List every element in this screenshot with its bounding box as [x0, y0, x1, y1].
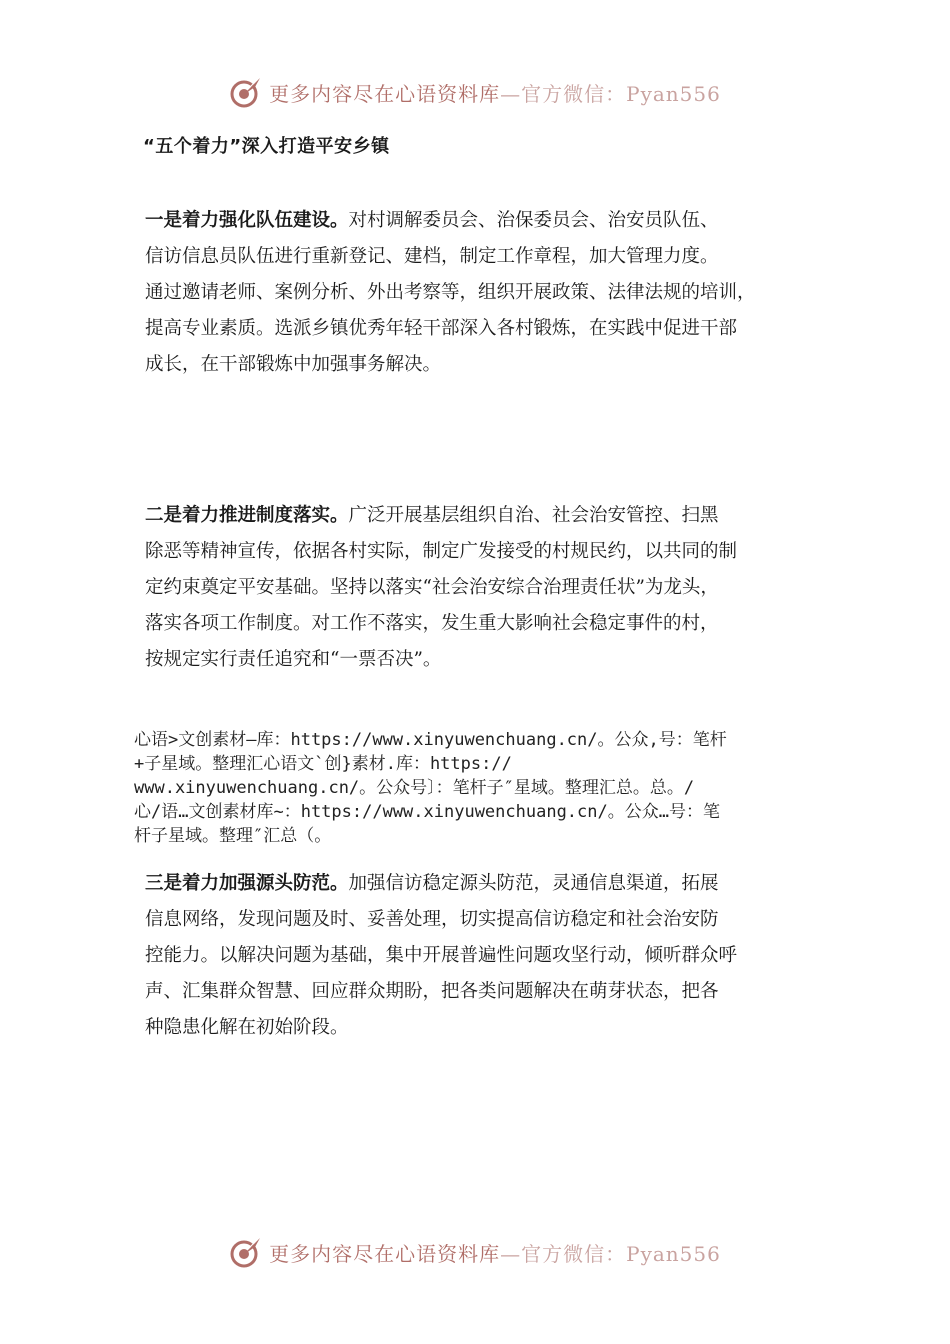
paragraph-lead: 三是着力加强源头防范。 — [145, 873, 349, 894]
paragraph-lead: 二是着力推进制度落实。 — [145, 505, 349, 526]
paragraph-line: 控能力。以解决问题为基础，集中开展普遍性问题攻坚行动，倾听群众呼 — [145, 945, 738, 966]
paragraph-line: 一是着力强化队伍建设。对村调解委员会、治保委员会、治安员队伍、 — [145, 210, 719, 231]
watermark-line: +子星域。整理汇心语文`创}素材.库：https:// — [134, 754, 512, 774]
paragraph-line: 除恶等精神宣传，依据各村实际，制定广发接受的村规民约，以共同的制 — [145, 541, 738, 562]
paragraph-team-building — [145, 203, 845, 383]
paragraph-line: 通过邀请老师、案例分析、外出考察等，组织开展政策、法律法规的培训， — [145, 282, 756, 303]
quill-ink-logo-icon — [229, 1235, 263, 1269]
watermark-line: 心/语…文创素材库~：https://www.xinyuwenchuang.cn/。公众…号：笔 — [134, 802, 720, 822]
header-banner-text: 更多内容尽在心语资料库—官方微信：Pyan556 — [269, 81, 721, 106]
paragraph-line: 成长，在干部锻炼中加强事务解决。 — [145, 354, 442, 375]
paragraph-line: 信访信息员队伍进行重新登记、建档，制定工作章程，加大管理力度。 — [145, 246, 719, 267]
paragraph-line: 三是着力加强源头防范。加强信访稳定源头防范，灵通信息渠道，拓展 — [145, 873, 719, 894]
watermark-line: www.xinyuwenchuang.cn/。公众号〕：笔杆子″星域。整理汇总。总。/ — [134, 778, 695, 798]
watermark-line: 心语>文创素材—库：https://www.xinyuwenchuang.cn/。公众,号：笔杆 — [134, 730, 727, 750]
paragraph-system-implementation — [145, 498, 845, 678]
paragraph-line: 落实各项工作制度。对工作不落实，发生重大影响社会稳定事件的村， — [145, 613, 719, 634]
quill-ink-logo-icon — [229, 75, 263, 109]
paragraph-line: 定约束奠定平安基础。坚持以落实“社会治安综合治理责任状”为龙头， — [145, 577, 719, 598]
footer-banner-text: 更多内容尽在心语资料库—官方微信：Pyan556 — [269, 1241, 721, 1266]
paragraph-lead: 一是着力强化队伍建设。 — [145, 210, 349, 231]
paragraph-line: 种隐患化解在初始阶段。 — [145, 1017, 349, 1038]
paragraph-line: 声、汇集群众智慧、回应群众期盼，把各类问题解决在萌芽状态，把各 — [145, 981, 719, 1002]
header-banner — [0, 70, 950, 114]
watermark-line: 杆子星域。整理″汇总（。 — [134, 826, 332, 846]
page-title: “五个着力”深入打造平安乡镇 — [143, 136, 390, 157]
paragraph-line: 二是着力推进制度落实。广泛开展基层组织自治、社会治安管控、扫黑 — [145, 505, 719, 526]
paragraph-line: 提高专业素质。选派乡镇优秀年轻干部深入各村锻炼，在实践中促进干部 — [145, 318, 738, 339]
footer-banner — [0, 1230, 950, 1274]
paragraph-line: 按规定实行责任追究和“一票否决”。 — [145, 649, 442, 670]
paragraph-line: 信息网络，发现问题及时、妥善处理，切实提高信访稳定和社会治安防 — [145, 909, 719, 930]
paragraph-source-prevention — [145, 866, 845, 1046]
watermark-text-block — [134, 728, 834, 848]
